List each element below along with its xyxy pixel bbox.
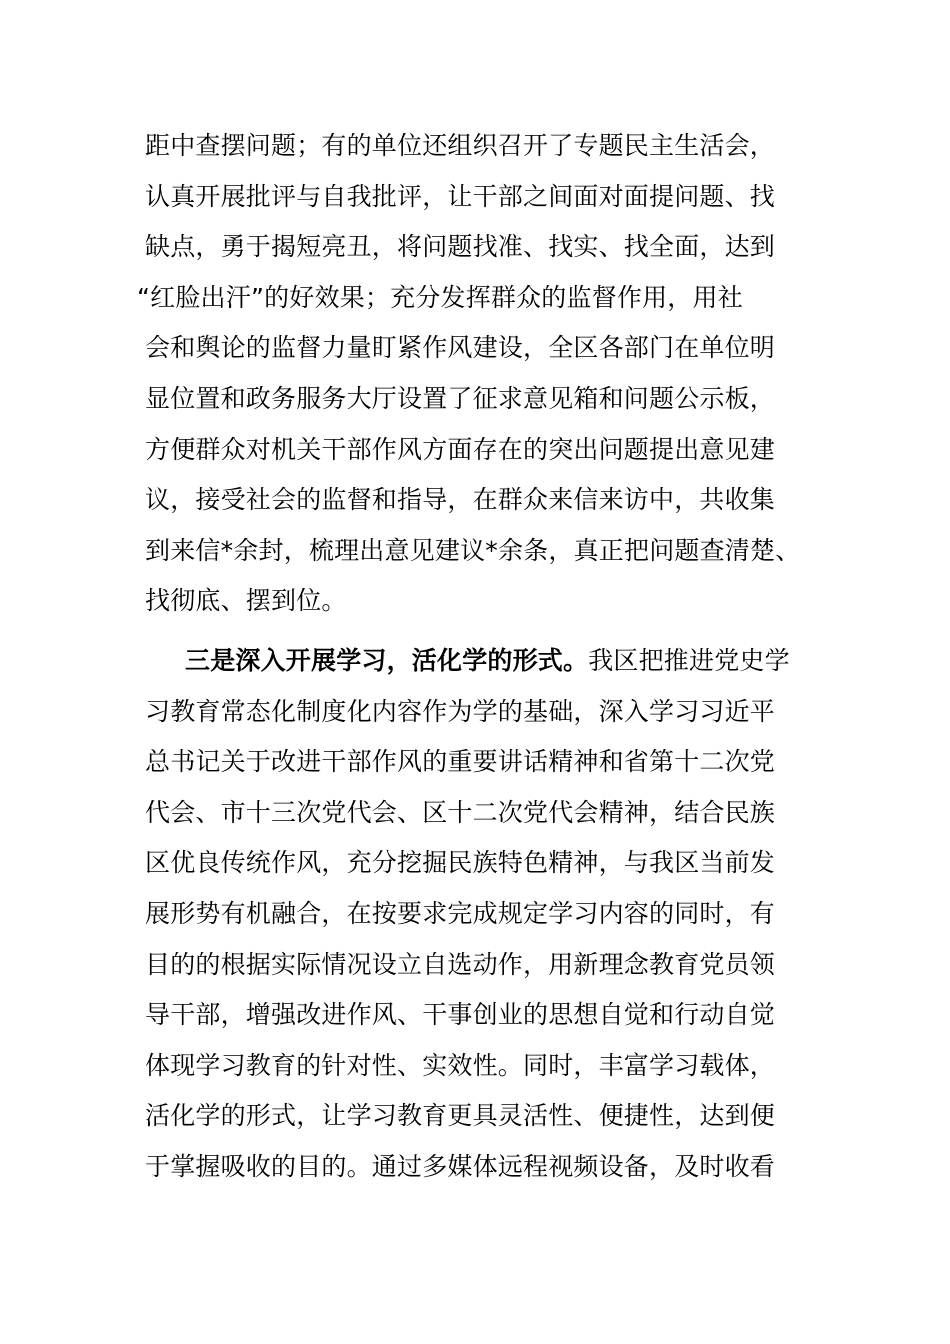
paragraph-line: 代会、市十三次党代会、区十二次党代会精神，结合民族 — [145, 797, 776, 827]
paragraph-first-line-text: 我区把推进党史学 — [588, 646, 790, 675]
paragraph-2 — [145, 636, 845, 1193]
paragraph-heading: 三是深入开展学习，活化学的形式。 — [185, 646, 589, 675]
paragraph-line: 缺点，勇于揭短亮丑，将问题找准、找实、找全面，达到 — [145, 232, 776, 262]
paragraph-1 — [137, 121, 845, 627]
paragraph-line: 显位置和政务服务大厅设置了征求意见箱和问题公示板， — [145, 383, 776, 413]
paragraph-line: 导干部，增强改进作风、干事创业的思想自觉和行动自觉 — [145, 1000, 776, 1030]
paragraph-line: 区优良传统作风，充分挖掘民族特色精神，与我区当前发 — [145, 848, 776, 878]
paragraph-line: 体现学习教育的针对性、实效性。同时，丰富学习载体， — [145, 1050, 776, 1080]
paragraph-line: 议，接受社会的监督和指导，在群众来信来访中，共收集 — [145, 485, 776, 515]
paragraph-line: 活化学的形式，让学习教育更具灵活性、便捷性，达到便 — [145, 1101, 776, 1131]
paragraph-line: 距中查摆问题；有的单位还组织召开了专题民主生活会， — [145, 131, 776, 160]
paragraph-line: 目的的根据实际情况设立自选动作，用新理念教育党员领 — [145, 949, 776, 979]
paragraph-line: 认真开展批评与自我批评，让干部之间面对面提问题、找 — [145, 181, 776, 211]
paragraph-line: 找彻底、摆到位。 — [145, 586, 347, 616]
paragraph-line: 展形势有机融合，在按要求完成规定学习内容的同时，有 — [145, 898, 776, 928]
paragraph-line: 习教育常态化制度化内容作为学的基础，深入学习习近平 — [145, 696, 776, 726]
paragraph-line: 会和舆论的监督力量盯紧作风建设，全区各部门在单位明 — [145, 333, 776, 363]
paragraph-first-line — [145, 636, 845, 687]
paragraph-line: 方便群众对机关干部作风方面存在的突出问题提出意见建 — [145, 434, 776, 464]
paragraph-line: 于掌握吸收的目的。通过多媒体远程视频设备，及时收看 — [145, 1151, 776, 1181]
paragraph-line: 总书记关于改进干部作风的重要讲话精神和省第十二次党 — [145, 747, 776, 777]
paragraph-line: “红脸出汗”的好效果；充分发挥群众的监督作用，用社 — [137, 282, 743, 312]
paragraph-line: 到来信*余封，梳理出意见建议*余条，真正把问题查清楚、 — [145, 535, 801, 565]
